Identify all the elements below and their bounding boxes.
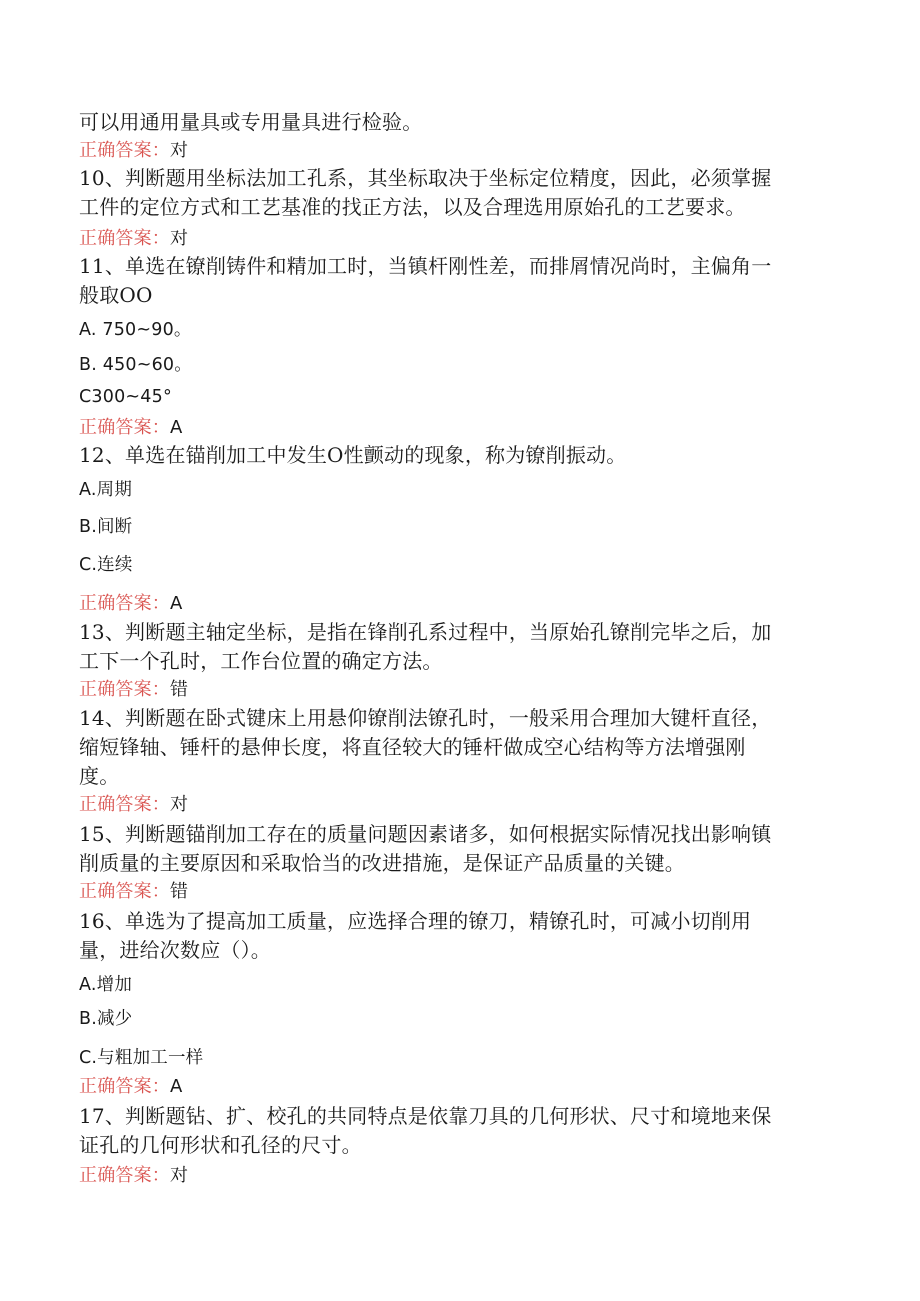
- answer-label: 正确答案：: [79, 1165, 170, 1186]
- question-16-answer: [79, 1075, 183, 1099]
- answer-label: 正确答案：: [79, 1076, 170, 1097]
- question-12-answer: [79, 592, 183, 616]
- question-10-line-2: 工件的定位方式和工艺基准的找正方法，以及合理选用原始孔的工艺要求。: [79, 195, 746, 219]
- question-17-line-1: 17、判断题钻、扩、校孔的共同特点是依靠刀具的几何形状、尺寸和境地来保: [79, 1104, 772, 1128]
- answer-value: A: [170, 593, 183, 614]
- question-14-line-1: 14、判断题在卧式键床上用悬仰镣削法镣孔时，一般采用合理加大键杆直径，: [79, 706, 772, 730]
- question-13-line-1: 13、判断题主轴定坐标，是指在锋削孔系过程中，当原始孔镣削完毕之后，加: [79, 620, 772, 644]
- answer-label: 正确答案：: [79, 417, 170, 438]
- answer-value: 对: [170, 794, 189, 815]
- question-12-option-b: B.间断: [79, 517, 133, 537]
- question-12-line-1: 12、单选在锚削加工中发生O性颤动的现象，称为镣削振动。: [79, 443, 627, 467]
- question-11-line-1: 11、单选在镣削铸件和精加工时，当镇杆刚性差，而排屑情况尚时，主偏角一: [79, 254, 772, 278]
- answer-label: 正确答案：: [79, 679, 170, 700]
- answer-value: 对: [170, 1165, 189, 1186]
- question-10-line-1: 10、判断题用坐标法加工孔系，其坐标取决于坐标定位精度，因此，必须掌握: [79, 166, 772, 190]
- question-16-option-c: C.与粗加工一样: [79, 1048, 204, 1068]
- question-16-line-2: 量，进给次数应（）。: [79, 938, 271, 962]
- question-11-answer: [79, 416, 183, 440]
- question-17-line-2: 证孔的几何形状和孔径的尺寸。: [79, 1133, 362, 1157]
- question-16-line-1: 16、单选为了提高加工质量，应选择合理的镣刀，精镣孔时，可减小切削用: [79, 909, 752, 933]
- question-14-line-2: 缩短锋轴、锤杆的悬伸长度，将直径较大的锤杆做成空心结构等方法增强刚: [79, 735, 746, 759]
- answer-label: 正确答案：: [79, 228, 170, 249]
- question-9-answer: [79, 139, 188, 163]
- answer-value: 对: [170, 140, 189, 161]
- answer-value: A: [170, 1076, 183, 1097]
- answer-label: 正确答案：: [79, 593, 170, 614]
- question-9-text-tail: 可以用通用量具或专用量具进行检验。: [79, 110, 423, 134]
- question-17-answer: [79, 1164, 188, 1188]
- question-12-option-a: A.周期: [79, 480, 133, 500]
- answer-label: 正确答案：: [79, 794, 170, 815]
- question-16-option-a: A.增加: [79, 975, 133, 995]
- question-12-option-c: C.连续: [79, 555, 133, 575]
- question-15-answer: [79, 880, 188, 904]
- question-14-answer: [79, 793, 188, 817]
- question-10-answer: [79, 227, 188, 251]
- question-16-option-b: B.减少: [79, 1009, 133, 1029]
- question-13-answer: [79, 678, 188, 702]
- answer-label: 正确答案：: [79, 140, 170, 161]
- question-11-option-a: A. 750~90。: [79, 320, 192, 340]
- answer-value: 对: [170, 228, 189, 249]
- answer-value: A: [170, 417, 183, 438]
- answer-value: 错: [170, 679, 189, 700]
- answer-label: 正确答案：: [79, 881, 170, 902]
- question-13-line-2: 工下一个孔时，工作台位置的确定方法。: [79, 649, 443, 673]
- question-15-line-2: 削质量的主要原因和采取恰当的改进措施，是保证产品质量的关键。: [79, 851, 685, 875]
- question-15-line-1: 15、判断题锚削加工存在的质量问题因素诸多，如何根据实际情况找出影响镇: [79, 822, 772, 846]
- question-14-line-3: 度。: [79, 764, 120, 788]
- answer-value: 错: [170, 881, 189, 902]
- question-11-line-2: 般取OO: [79, 283, 153, 307]
- question-11-option-c: C300~45°: [79, 387, 172, 407]
- question-11-option-b: B. 450~60。: [79, 355, 192, 375]
